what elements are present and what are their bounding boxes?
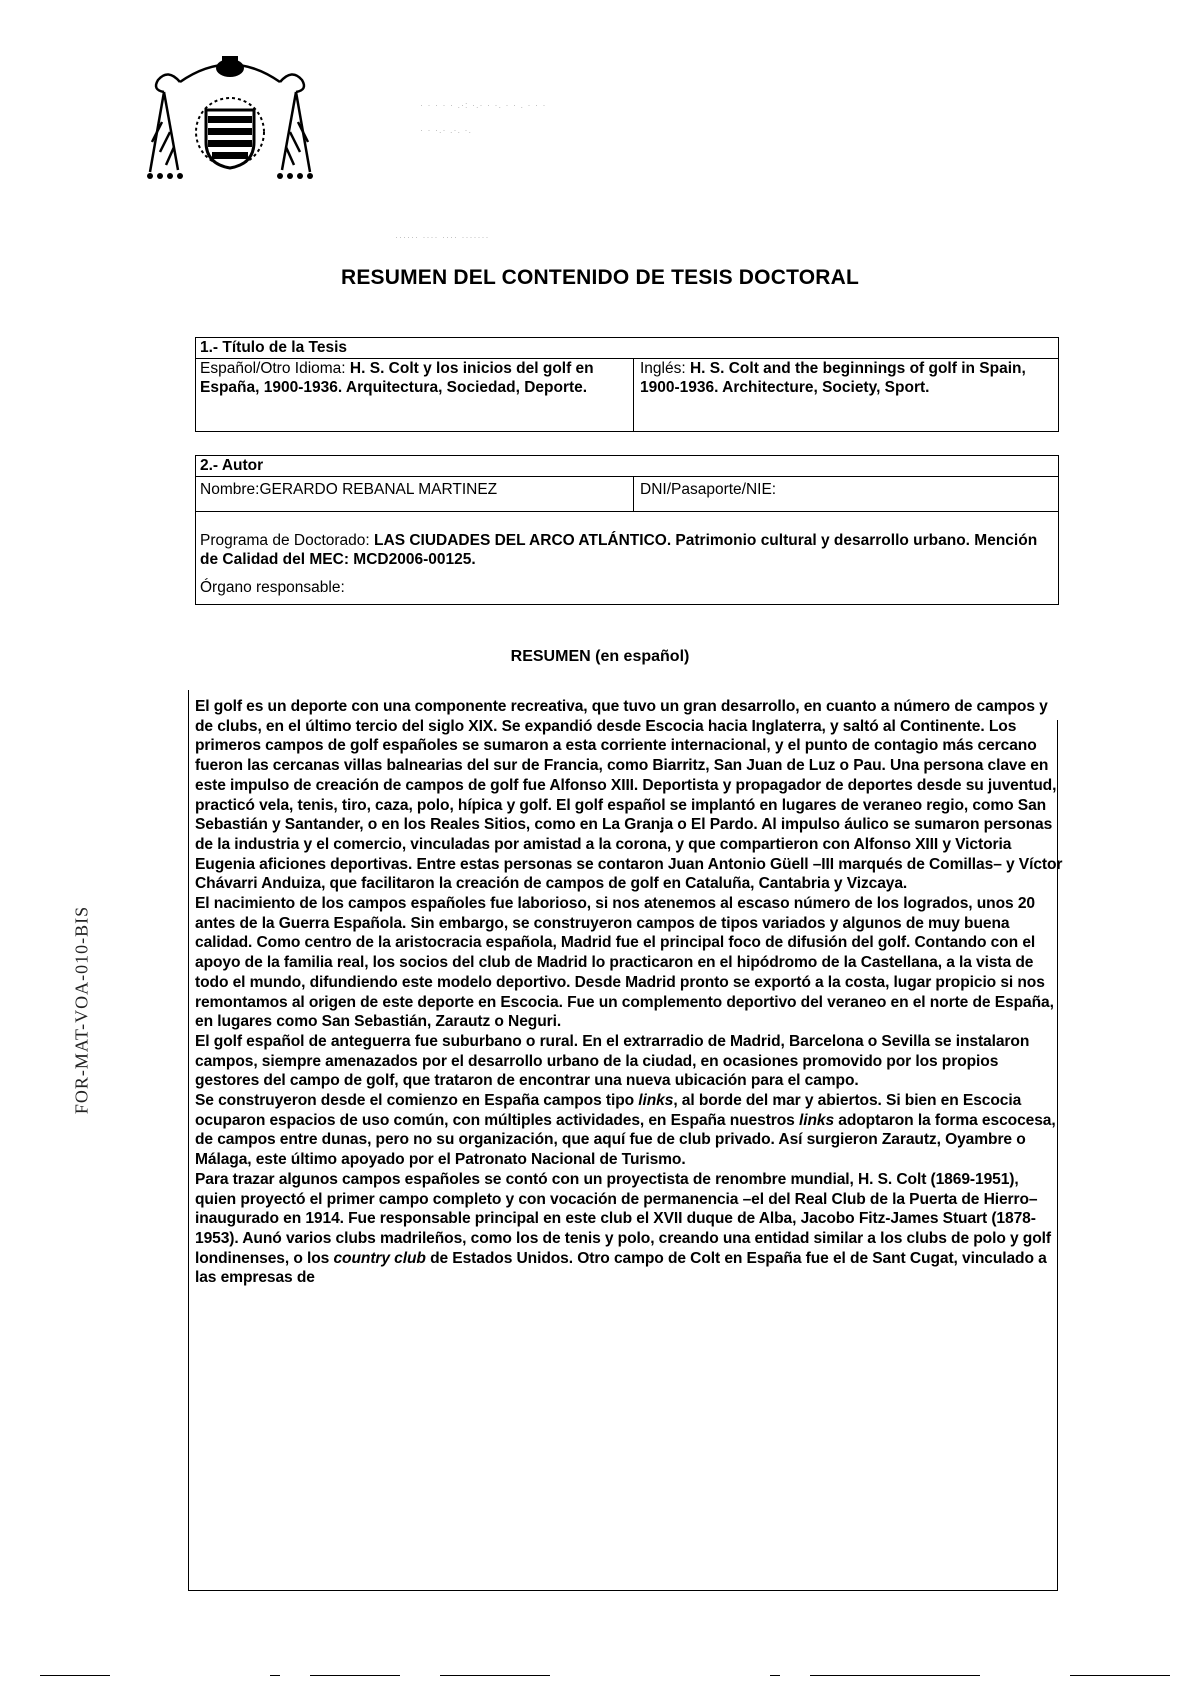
doctoral-program-label: Programa de Doctorado: <box>200 532 370 549</box>
footer-line <box>310 1675 400 1676</box>
footer-line <box>770 1675 780 1676</box>
footer-line <box>270 1675 280 1676</box>
spanish-title-label: Español/Otro Idioma: <box>200 360 346 377</box>
thesis-title-box <box>195 337 1059 432</box>
author-name-cell <box>196 480 628 499</box>
summary-paragraph: Se construyeron desde el comienzo en España campos tipo links, al borde del mar y abiertos. Si bien en Escocia ocuparon espacios de uso común, con múltiples actividades, en España nuestros links adoptaron la forma escocesa, de campos entre dunas, pero no su organización, que aquí fue de club privado. Así surgieron Zarautz, Oyambre o Málaga, este último apoyado por el Patronato Nacional de Turismo. <box>195 1092 1056 1169</box>
author-box <box>195 455 1059 605</box>
thesis-title-section-label: 1.- Título de la Tesis <box>196 338 1058 359</box>
faint-header-noise: ······ ···· ···· ······· <box>395 232 490 242</box>
footer-line <box>40 1675 110 1676</box>
summary-paragraph: El nacimiento de los campos españoles fue laborioso, si nos atenemos al escaso número de los logrados, unos 20 antes de la Guerra Española. Sin embargo, se construyeron campos de tipos variados y algunos de muy buena calidad. Como centro de la aristocracia española, Madrid fue el principal foco de difusión del golf. Contando con el apoyo de la familia real, los socios del club de Madrid lo practicaron en el hipódromo de la Castellana, a la vista de todo el mundo, difundiendo este modelo deportivo. Desde Madrid pronto se exportó a la costa, lugar propicio si nos remontamos al origen de este deporte en Escocia. Fue un complemento deportivo del veraneo en el norte de España, en lugares como San Sebastián, Zarautz o Neguri. <box>195 895 1054 1031</box>
spanish-title-value: H. S. Colt y los inicios del golf en España, 1900-1936. Arquitectura, Sociedad, Deporte. <box>200 360 594 396</box>
english-title-value: H. S. Colt and the beginnings of golf in Spain, 1900-1936. Architecture, Society, Sport. <box>640 360 1026 396</box>
faint-header-noise: · · · · · .·: ·.· · ·. · · . · · · <box>420 100 547 110</box>
summary-paragraph: El golf es un deporte con una componente recreativa, que tuvo un gran desarrollo, en cuanto a número de campos y de clubs, en el último tercio del siglo XIX. Se expandió desde Escocia hacia Inglaterra, y saltó al Continente. Los primeros campos de golf españoles se sumaron a esta corriente internacional, y el punto de contagio más cercano fueron las cercanas villas balnearias del sur de Francia, como Biarritz, San Juan de Luz o Pau. Una persona clave en este impulso de creación de campos de golf fue Alfonso XIII. Deportista y propagador de deportes desde su juventud, practicó vela, tenis, tiro, caza, polo, hípica y golf. El golf español se implantó en lugares de veraneo regio, como San Sebastián y Santander, o en los Reales Sitios, como en La Granja o El Pardo. Al impulso áulico se sumaron personas de la industria y el comercio, vinculadas por amistad a la corona, y que compartieron con Alfonso XIII y Victoria Eugenia aficiones deportivas. Entre estas personas se contaron Juan Antonio Güell –III marqués de Comillas– y Víctor Chávarri Anduiza, que facilitaron la creación de campos de golf en Cataluña, Cantabria y Vizcaya. <box>195 698 1063 893</box>
summary-left-border <box>188 690 189 1590</box>
thesis-title-spanish-cell <box>196 359 628 397</box>
summary-bottom-border <box>188 1590 1058 1591</box>
summary-heading: RESUMEN (en español) <box>510 648 690 665</box>
doctoral-program-value: LAS CIUDADES DEL ARCO ATLÁNTICO. Patrimonio cultural y desarrollo urbano. Mención de Calidad del MEC: MCD2006-00125. <box>200 532 1038 568</box>
document-title: RESUMEN DEL CONTENIDO DE TESIS DOCTORAL <box>340 266 860 289</box>
row-divider <box>196 511 1058 512</box>
author-section-label: 2.- Autor <box>196 456 1058 477</box>
column-divider <box>633 477 634 511</box>
footer-line <box>810 1675 980 1676</box>
summary-paragraph: El golf español de anteguerra fue suburbano o rural. En el extrarradio de Madrid, Barcelona o Sevilla se instalaron campos, siempre amenazados por el desarrollo urbano de la ciudad, en ocasiones promovido por los propios gestores del campo de golf, que trataron de encontrar una nueva ubicación para el campo. <box>195 1032 1030 1090</box>
faint-header-noise: · · ·.· .·. ·. <box>420 125 472 135</box>
thesis-title-english-cell <box>636 359 1058 397</box>
english-title-label: Inglés: <box>640 360 686 377</box>
footer-line <box>440 1675 550 1676</box>
column-divider <box>633 359 634 431</box>
author-id-label: DNI/Pasaporte/NIE: <box>640 481 777 498</box>
author-name-value: GERARDO REBANAL MARTINEZ <box>259 481 498 498</box>
doctoral-program-cell <box>196 531 1050 569</box>
summary-body <box>195 697 1063 1288</box>
responsible-organ-cell <box>196 578 345 597</box>
author-id-cell <box>636 480 776 499</box>
summary-paragraph: Para trazar algunos campos españoles se contó con un proyectista de renombre mundial, H. S. Colt (1869-1951), quien proyectó el primer campo completo y con vocación de permanencia –el del Real Club de la Puerta de Hierro– inaugurado en 1914. Fue responsable principal en este club el XVII duque de Alba, Jacobo Fitz-James Stuart (1878-1953). Aunó varios clubs madrileños, como los de tenis y polo, creando una entidad similar a los clubs de polo y golf londinenses, o los country club de Estados Unidos. Otro campo de Colt en España fue el de Sant Cugat, vinculado a las empresas de <box>195 1170 1051 1287</box>
responsible-organ-label: Órgano responsable: <box>200 579 345 596</box>
author-name-label: Nombre: <box>200 481 260 498</box>
side-form-code: FOR-MAT-VOA-010-BIS <box>71 905 92 1115</box>
university-coat-of-arms-logo <box>140 52 320 192</box>
footer-line <box>1070 1675 1170 1676</box>
